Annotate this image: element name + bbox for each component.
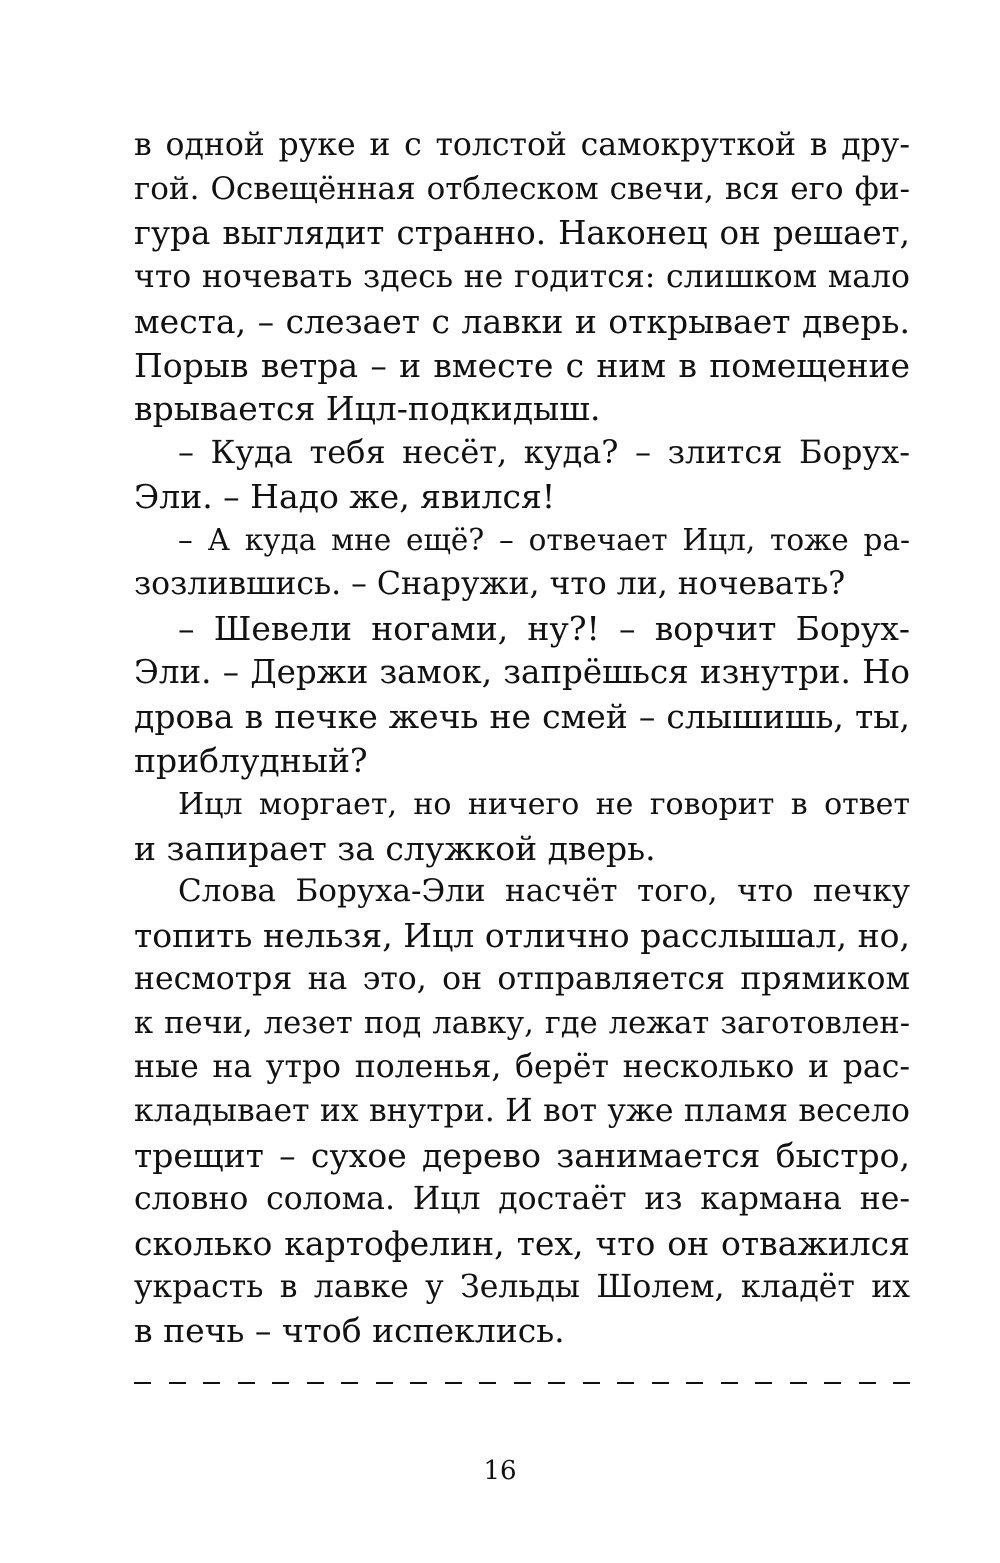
text-line: Эли. – Надо же, явился! [134,477,556,517]
separator-dash [617,1382,634,1384]
text-line: что ночевать здесь не годится: слишком мало [134,258,910,295]
separator-dash [272,1382,289,1384]
text-line: гой. Освещённая отблеском свечи, вся его фи- [134,170,910,207]
text-line: словно солома. Ицл достаёт из кармана не- [134,1180,910,1217]
separator-dash [652,1382,669,1384]
text-line: врывается Ицл-подкидыш. [134,389,601,429]
separator-dash [721,1382,738,1384]
text-line: Порыв ветра – и вместе с ним в помещение [134,345,910,385]
dialogue-line: – Куда тебя несёт, куда? – злится Борух- [178,433,910,472]
paragraph-first-line: Ицл моргает, но ничего не говорит в ответ [178,786,910,822]
text-line: гура выглядит странно. Наконец он решает, [134,213,910,252]
separator-dash [203,1382,220,1384]
separator-dash [686,1382,703,1384]
page-number: 16 [483,1456,517,1486]
text-line: в одной руке и с толстой самокруткой в дру- [134,127,910,163]
text-line: несмотря на это, он отправляется прямиком [134,961,910,998]
text-line: приблудный? [134,740,368,780]
text-line: топить нельзя, Ицл отлично расслышал, но, [134,916,910,956]
text-line: к печи, лезет под лавку, где лежат заготовлен- [134,1006,910,1042]
text-line: Эли. – Держи замок, запрёшься изнутри. Но [134,652,910,691]
separator-dash [238,1382,255,1384]
dialogue-line: – А куда мне ещё? – отвечает Ицл, тоже ра- [178,523,910,558]
dashed-separator [134,1382,910,1384]
separator-dash [859,1382,876,1384]
separator-dash [376,1382,393,1384]
separator-dash [479,1382,496,1384]
separator-dash [893,1382,910,1384]
text-line: в печь – чтоб испеклись. [134,1311,565,1351]
text-line: сколько картофелин, тех, что он отважился [134,1223,910,1263]
separator-dash [410,1382,427,1384]
text-line: трещит – сухое дерево занимается быстро, [134,1135,910,1175]
paragraph-first-line: Слова Боруха-Эли насчёт того, что печку [178,873,910,910]
text-line: и запирает за служкой дверь. [134,828,656,868]
separator-dash [134,1382,151,1384]
separator-dash [824,1382,841,1384]
text-line: зозлившись. – Снаружи, что ли, ночевать? [134,566,846,603]
separator-dash [583,1382,600,1384]
text-line: места, – слезает с лавки и открывает дверь. [134,301,910,341]
separator-dash [307,1382,324,1384]
separator-dash [445,1382,462,1384]
body-text [134,124,910,1353]
separator-dash [790,1382,807,1384]
text-line: украсть в лавке у Зельды Шолем, кладёт их [134,1268,910,1305]
separator-dash [341,1382,358,1384]
dialogue-line: – Шевели ногами, ну?! – ворчит Борух- [178,608,910,648]
text-line: ные на утро поленья, берёт несколько и рас- [134,1049,910,1086]
separator-dash [514,1382,531,1384]
separator-dash [169,1382,186,1384]
text-line: дрова в печке жечь не смей – слышишь, ты, [134,696,910,736]
text-line: кладывает их внутри. И вот уже пламя весело [134,1092,910,1129]
separator-dash [548,1382,565,1384]
separator-dash [755,1382,772,1384]
